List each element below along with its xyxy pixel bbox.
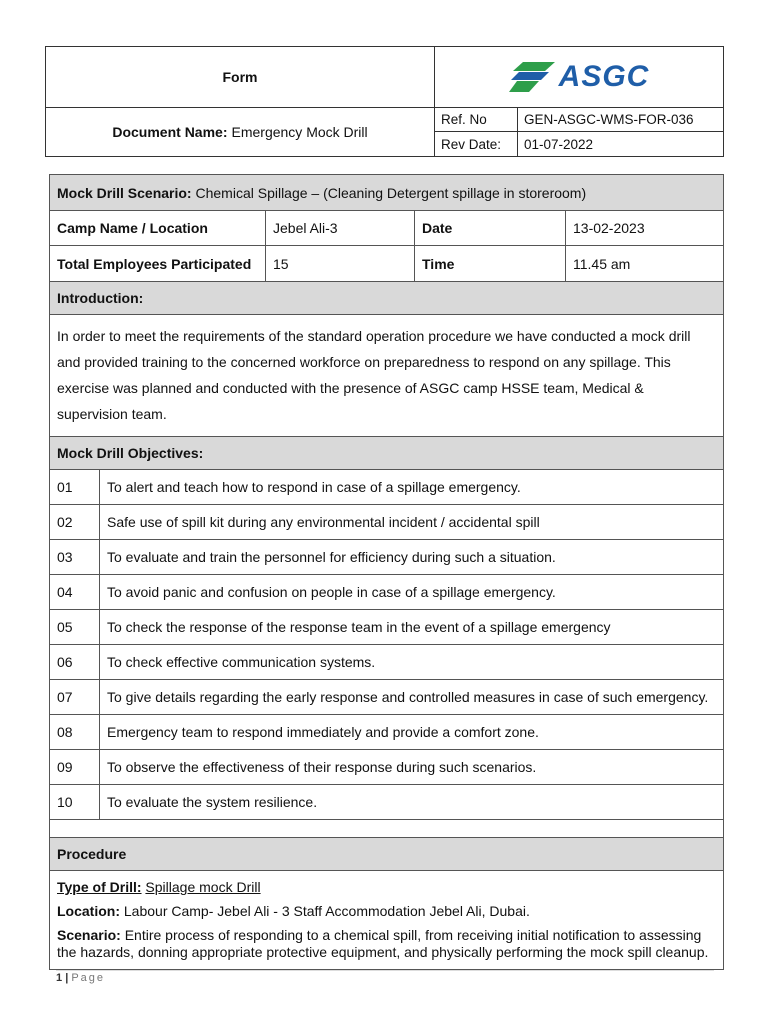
ref-no-value: GEN-ASGC-WMS-FOR-036 [524,112,694,127]
employees-value: 15 [265,246,414,281]
introduction-text: In order to meet the requirements of the standard operation procedure we have conducted a mock drill and provided training to the concerned workforce on preparedness to respond on any spillage. This exercise was planned and conducted with the presence of ASGC camp HSSE team, Medical & supervision team. [57,328,691,422]
objectives-heading-row [50,437,723,470]
objective-num: 03 [57,549,73,565]
objective-num: 05 [57,619,73,635]
mock-drill-table [49,174,724,970]
objective-text: Safe use of spill kit during any environmental incident / accidental spill [99,505,723,539]
objective-text: To check the response of the response team in the event of a spillage emergency [99,610,723,644]
type-of-drill-value: Spillage mock Drill [145,879,261,895]
objective-text: To avoid panic and confusion on people in case of a spillage emergency. [99,575,723,609]
type-of-drill-label: Type of Drill: [57,879,142,895]
objective-text: To observe the effectiveness of their response during such scenarios. [99,750,723,784]
objective-row [50,785,723,820]
objective-num: 07 [57,689,73,705]
logo-text: ASGC [558,60,650,93]
logo-cell [435,47,723,108]
scenario-cell [50,175,586,210]
objectives-heading: Mock Drill Objectives: [57,445,204,461]
document-name-label: Document Name: [112,124,228,140]
ref-no-label: Ref. No [435,108,518,131]
employees-row [50,246,723,282]
rev-date-value: 01-07-2022 [524,136,594,152]
objective-num: 10 [57,794,73,810]
document-name [46,108,435,156]
form-label: Form [46,47,435,108]
objective-row [50,645,723,680]
camp-value: Jebel Ali-3 [265,211,414,245]
location [57,903,716,920]
procedure-heading-row [50,838,723,871]
introduction-text-row [50,315,723,437]
time-label: Time [414,246,565,281]
objective-num: 04 [57,584,73,600]
spacer-row [50,820,723,838]
objective-num: 08 [57,724,73,740]
scenario-value: Chemical Spillage – (Cleaning Detergent spillage in storeroom) [195,184,587,201]
procedure-body [50,871,723,969]
objective-row [50,610,723,645]
objective-text: Emergency team to respond immediately and provide a comfort zone. [99,715,723,749]
date-value: 13-02-2023 [565,211,723,245]
rev-date-row [435,132,723,156]
introduction-heading-row [50,282,723,315]
document-header [45,46,724,157]
procedure-heading: Procedure [57,846,127,862]
objective-row [50,470,723,505]
document-meta [435,108,723,156]
footer-divider [56,970,714,971]
procedure-body-row [50,871,723,969]
objective-row [50,750,723,785]
asgc-logo-icon [509,60,555,94]
type-of-drill [57,879,716,896]
procedure-scenario-label: Scenario: [57,927,121,943]
objective-text: To give details regarding the early response and controlled measures in case of such emergency. [99,680,723,714]
scenario-label: Mock Drill Scenario: [57,184,192,201]
location-label: Location: [57,903,120,919]
document-name-value: Emergency Mock Drill [231,124,368,140]
objective-text: To evaluate and train the personnel for efficiency during such a situation. [99,540,723,574]
page-word: Page [71,972,106,984]
ref-no-row [435,108,723,132]
objective-row [50,680,723,715]
page-footer [56,972,105,984]
objective-text: To check effective communication systems. [99,645,723,679]
employees-label: Total Employees Participated [57,255,252,272]
objective-num: 01 [57,479,73,495]
page-number: 1 [56,972,63,984]
time-value: 11.45 am [565,246,723,281]
objective-row [50,540,723,575]
rev-date-label: Rev Date: [435,132,518,156]
objective-num: 02 [57,514,73,530]
location-value: Labour Camp- Jebel Ali - 3 Staff Accommodation Jebel Ali, Dubai. [123,903,530,919]
procedure-scenario-value: Entire process of responding to a chemical spill, from receiving initial notification to assessing the hazards, donning appropriate protective equipment, and physically performing the mock spill cleanup. [57,927,709,960]
introduction-heading: Introduction: [57,290,144,306]
objective-num: 06 [57,654,73,670]
objective-row [50,505,723,540]
objective-text: To alert and teach how to respond in case of a spillage emergency. [99,470,723,504]
procedure-scenario [57,927,716,961]
objective-num: 09 [57,759,73,775]
objective-text: To evaluate the system resilience. [99,785,723,819]
camp-label: Camp Name / Location [57,220,208,236]
date-label: Date [414,211,565,245]
objective-row [50,575,723,610]
asgc-logo [509,60,650,94]
scenario-row [50,175,723,211]
objective-row [50,715,723,750]
page-separator: | [65,972,69,984]
camp-row [50,211,723,246]
